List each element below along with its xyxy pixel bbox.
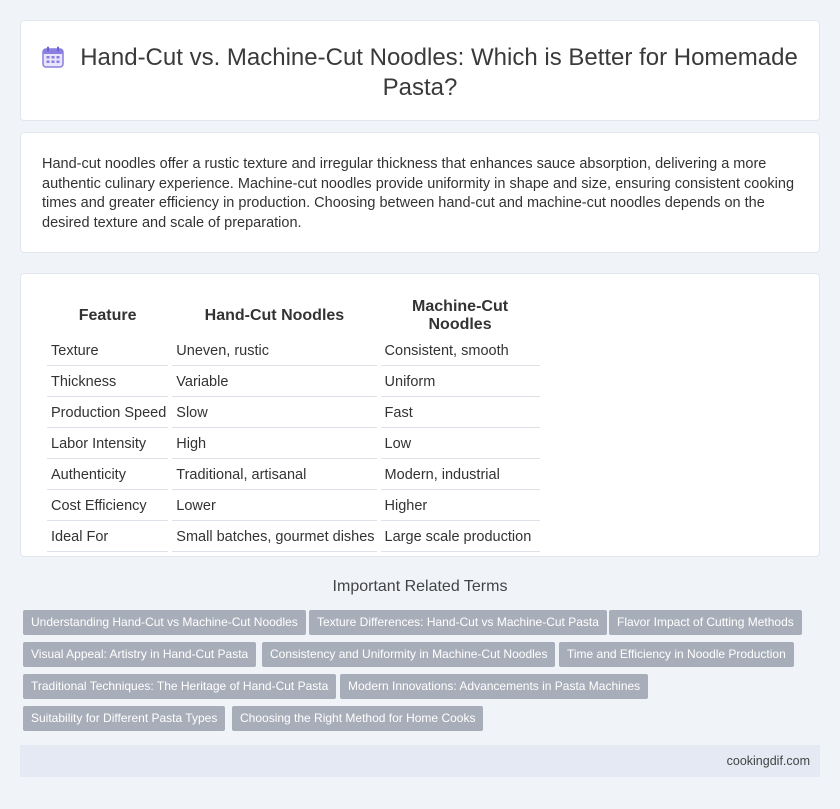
table-cell: Uneven, rustic	[172, 337, 376, 366]
table-cell: Modern, industrial	[381, 461, 540, 490]
table-row	[47, 430, 540, 459]
table-row	[47, 399, 540, 428]
related-terms-title: Important Related Terms	[332, 578, 508, 595]
calendar-icon	[42, 46, 64, 68]
title-card	[20, 20, 820, 121]
intro-card	[20, 132, 820, 253]
related-term-tag[interactable]: Traditional Techniques: The Heritage of Hand-Cut Pasta	[23, 674, 336, 699]
table-cell: Production Speed	[47, 399, 168, 428]
related-term-tag[interactable]: Visual Appeal: Artistry in Hand-Cut Pasta	[23, 642, 256, 667]
table-cell: Low	[381, 430, 540, 459]
header-hand-cut: Hand-Cut Noodles	[204, 307, 345, 324]
table-cell: Ideal For	[47, 523, 168, 552]
related-term-tag[interactable]: Understanding Hand-Cut vs Machine-Cut Noodles	[23, 610, 306, 635]
table-cell: Traditional, artisanal	[172, 461, 376, 490]
table-row	[47, 523, 540, 552]
comparison-table	[43, 294, 544, 554]
related-term-tag[interactable]: Time and Efficiency in Noodle Production	[559, 642, 794, 667]
table-cell: Fast	[381, 399, 540, 428]
comparison-card	[20, 273, 820, 557]
related-term-tag[interactable]: Suitability for Different Pasta Types	[23, 706, 225, 731]
table-row	[47, 368, 540, 397]
table-cell: Labor Intensity	[47, 430, 168, 459]
table-cell: Variable	[172, 368, 376, 397]
table-cell: High	[172, 430, 376, 459]
table-cell: Small batches, gourmet dishes	[172, 523, 376, 552]
table-cell: Slow	[172, 399, 376, 428]
related-term-tag[interactable]: Consistency and Uniformity in Machine-Cut Noodles	[262, 642, 555, 667]
table-cell: Lower	[172, 492, 376, 521]
page-title	[21, 43, 819, 103]
table-cell: Cost Efficiency	[47, 492, 168, 521]
table-row	[47, 461, 540, 490]
page-title-text: Hand-Cut vs. Machine-Cut Noodles: Which is Better for Homemade Pasta?	[80, 44, 798, 101]
table-row	[47, 337, 540, 366]
table-cell: Thickness	[47, 368, 168, 397]
table-header-row	[47, 296, 540, 335]
footer-site-link[interactable]: cookingdif.com	[726, 754, 810, 768]
related-term-tag[interactable]: Flavor Impact of Cutting Methods	[609, 610, 802, 635]
footer	[20, 745, 820, 777]
table-row	[47, 492, 540, 521]
intro-paragraph: Hand-cut noodles offer a rustic texture and irregular thickness that enhances sauce absorption, delivering a more authentic culinary experience. Machine-cut noodles provide uniformity in shape and size, ensuring consistent cooking times and greater efficiency in production. Choosing between hand-cut and machine-cut noodles depends on the desired texture and scale of preparation.	[42, 156, 795, 231]
header-feature: Feature	[78, 307, 137, 324]
related-term-tag[interactable]: Modern Innovations: Advancements in Pasta Machines	[340, 674, 648, 699]
related-term-tag[interactable]: Choosing the Right Method for Home Cooks	[232, 706, 483, 731]
table-cell: Uniform	[381, 368, 540, 397]
related-term-tag[interactable]: Texture Differences: Hand-Cut vs Machine-Cut Pasta	[309, 610, 607, 635]
table-cell: Authenticity	[47, 461, 168, 490]
table-cell: Higher	[381, 492, 540, 521]
table-cell: Consistent, smooth	[381, 337, 540, 366]
table-cell: Texture	[47, 337, 168, 366]
header-machine-cut: Machine-Cut Noodles	[412, 298, 509, 333]
table-cell: Large scale production	[381, 523, 540, 552]
